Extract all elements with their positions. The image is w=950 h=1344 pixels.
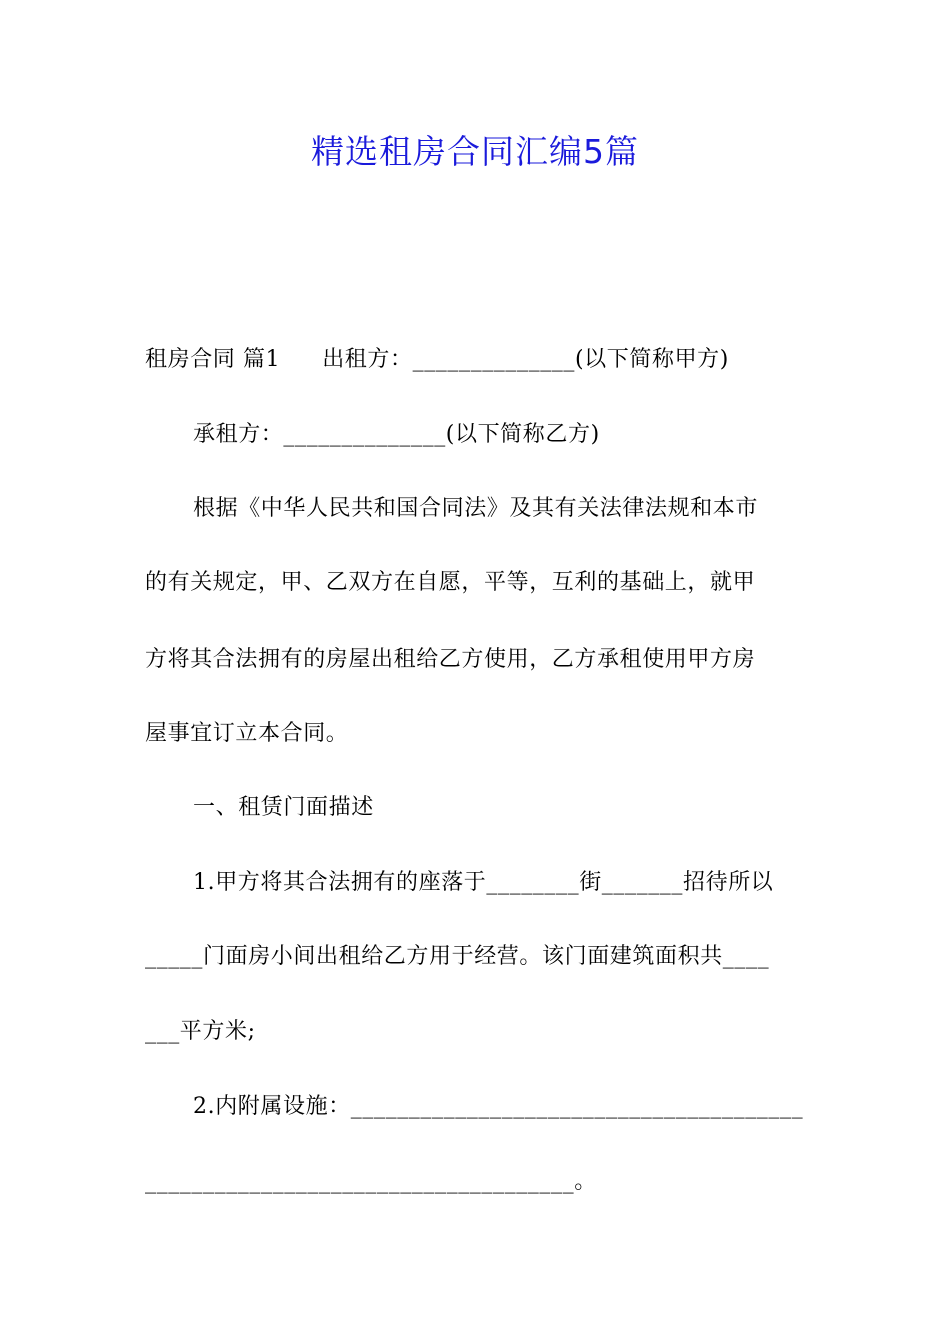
section-heading: 一、租赁门面描述 xyxy=(193,795,374,820)
clause-line: 2.内附属设施：_______________________________________ xyxy=(193,1094,804,1119)
paragraph-line: 的有关规定，甲、乙双方在自愿，平等，互利的基础上，就甲 xyxy=(145,570,756,595)
clause-line: _____________________________________。 xyxy=(145,1169,597,1194)
document-title: 精选租房合同汇编5篇 xyxy=(311,132,639,171)
clause-line: 1.甲方将其合法拥有的座落于________街_______招待所以 xyxy=(193,870,774,895)
lessee-field: 承租方：______________(以下简称乙方) xyxy=(193,422,600,447)
clause-line: ___平方米; xyxy=(145,1019,256,1044)
lessor-field: 出租方：______________(以下简称甲方) xyxy=(322,347,729,372)
paragraph-line: 方将其合法拥有的房屋出租给乙方使用，乙方承租使用甲方房 xyxy=(145,647,756,672)
paragraph-line: 屋事宜订立本合同。 xyxy=(145,721,349,746)
contract-section-label: 租房合同 篇1 xyxy=(145,347,281,372)
clause-line: _____门面房小间出租给乙方用于经营。该门面建筑面积共____ xyxy=(145,944,770,969)
paragraph-line: 根据《中华人民共和国合同法》及其有关法律法规和本市 xyxy=(193,496,759,521)
contract-heading-line xyxy=(145,342,810,378)
